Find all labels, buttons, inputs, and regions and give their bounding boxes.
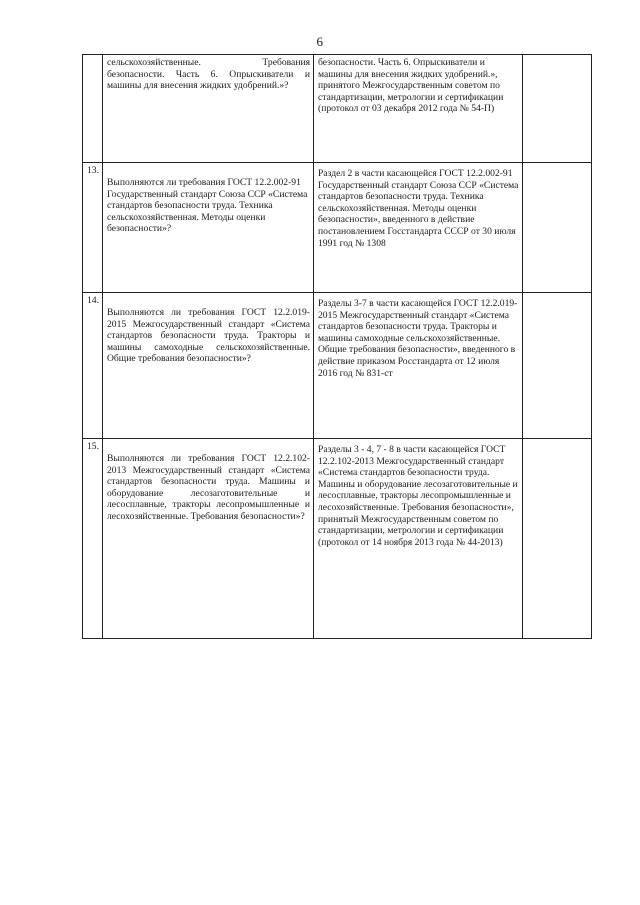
reference-cell: Раздел 2 в части касающейся ГОСТ 12.2.002-91 Государственный стандарт Союза ССР «Система стандартов безопасности труда. Техника сельскохозяйственная. Методы оценки безопасности», введенного в действие постановлением Госстандарта СССР от 30 июля 1991 год № 1308 xyxy=(314,163,523,293)
question-cell: Выполняются ли требования ГОСТ 12.2.002-91 Государственный стандарт Союза ССР «Система стандартов безопасности труда. Техника сельскохозяйственная. Методы оценки безопасности»? xyxy=(103,163,314,293)
reference-cell: безопасности. Часть 6. Опрыскиватели и машины для внесения жидких удобрений.», принятого Межгосударственным советом по стандартизации, метрологии и сертификации (протокол от 03 декабря 2012 года № 54-П) xyxy=(314,55,523,163)
requirements-table xyxy=(82,54,592,639)
reference-cell: Разделы 3 - 4, 7 - 8 в части касающейся ГОСТ 12.2.102-2013 Межгосударственный стандарт «Система стандартов безопасности труда. Машины и оборудование лесозаготовительные и лесосплавные, тракторы лесопромышленные и лесохозяйственные. Требования безопасности», принятый Межгосударственным советом по стандартизации, метрологии и сертификации (протокол от 14 ноября 2013 года № 44-2013) xyxy=(314,439,523,639)
extra-cell xyxy=(523,55,592,163)
question-cell: Выполняются ли требования ГОСТ 12.2.102-2013 Межгосударственный стандарт «Система стандартов безопасности труда. Машины и оборудование лесозаготовительные и лесосплавные, тракторы лесопромышленные и лесохозяйственные. Требования безопасности»? xyxy=(103,439,314,639)
item-number: 14. xyxy=(83,293,103,439)
extra-cell xyxy=(523,163,592,293)
item-number: 15. xyxy=(83,439,103,639)
table-row xyxy=(83,293,592,439)
table-row xyxy=(83,55,592,163)
table-row xyxy=(83,163,592,293)
extra-cell xyxy=(523,439,592,639)
page-number: 6 xyxy=(316,34,324,49)
question-cell: сельскохозяйственные. Требования безопасности. Часть 6. Опрыскиватели и машины для внесения жидких удобрений.»? xyxy=(103,55,314,163)
extra-cell xyxy=(523,293,592,439)
reference-cell: Разделы 3-7 в части касающейся ГОСТ 12.2.019-2015 Межгосударственный стандарт «Система стандартов безопасности труда. Тракторы и машины самоходные сельскохозяйственные. Общие требования безопасности», введенного в действие приказом Росстандарта от 12 июля 2016 год № 831-ст xyxy=(314,293,523,439)
question-cell: Выполняются ли требования ГОСТ 12.2.019-2015 Межгосударственный стандарт «Система стандартов безопасности труда. Тракторы и машины самоходные сельскохозяйственные. Общие требования безопасности»? xyxy=(103,293,314,439)
item-number: 13. xyxy=(83,163,103,293)
table-row xyxy=(83,439,592,639)
item-number xyxy=(83,55,103,163)
